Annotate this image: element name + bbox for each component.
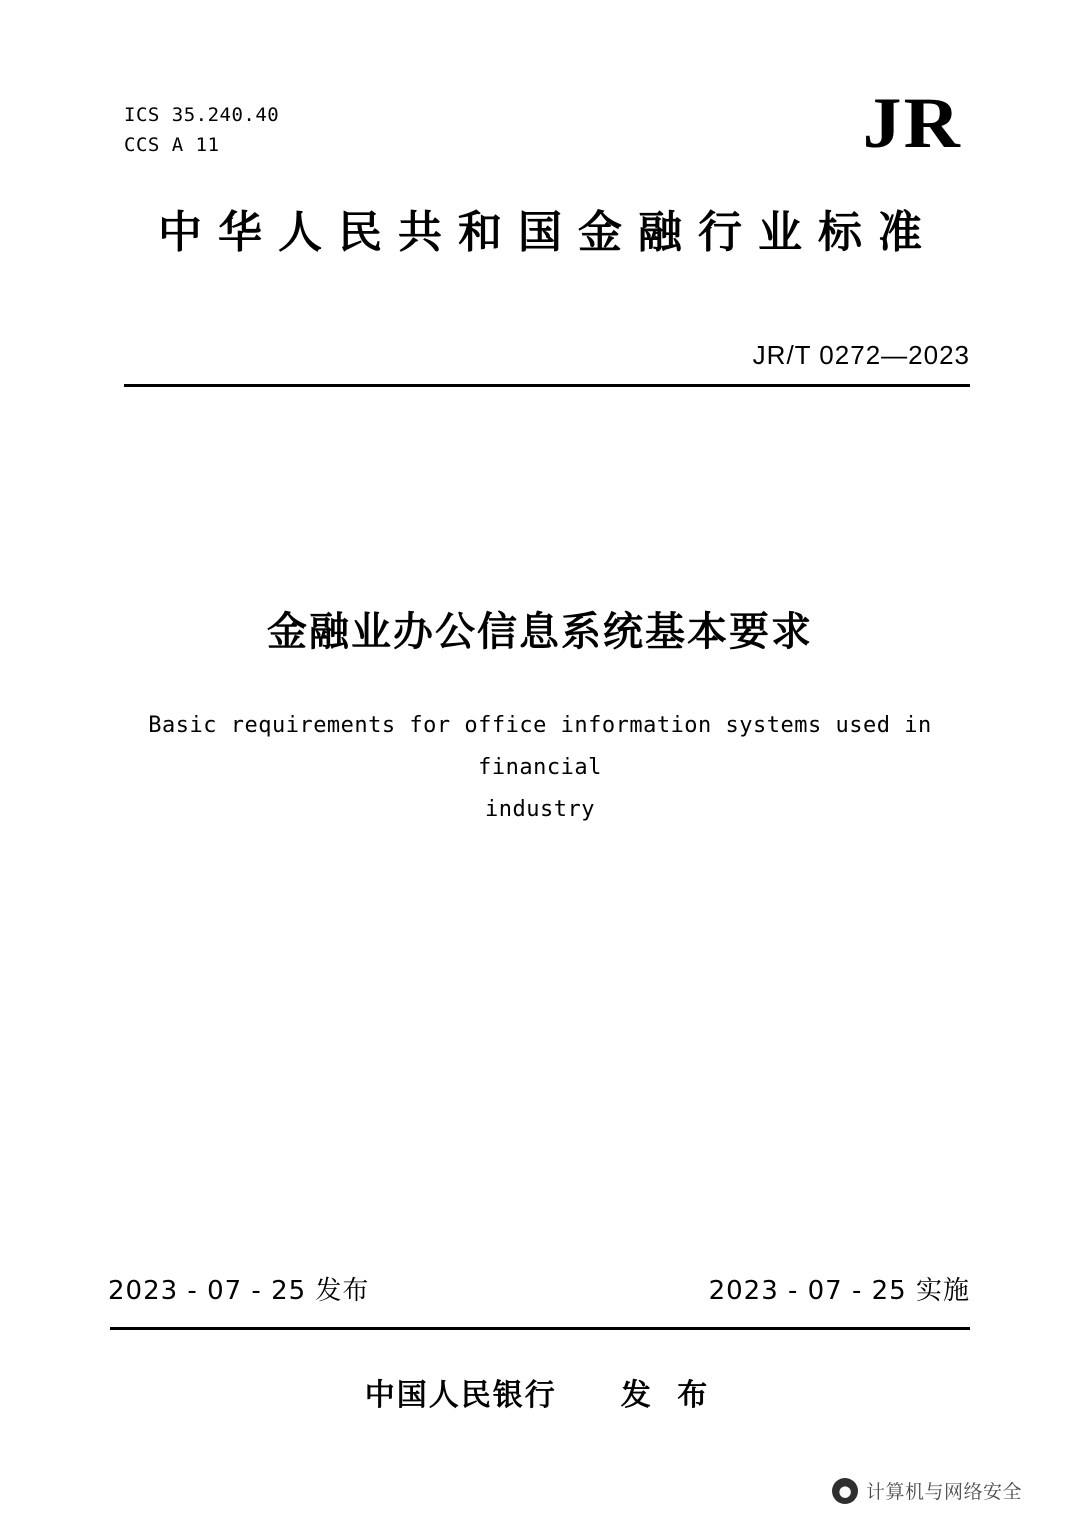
document-title-english-line1: Basic requirements for office information systems used in financial — [148, 713, 932, 780]
document-title-chinese: 金融业办公信息系统基本要求 — [267, 609, 813, 655]
watermark-label: 计算机与网络安全 — [865, 1481, 1022, 1503]
watermark — [832, 1477, 1022, 1504]
wechat-icon: ● — [832, 1478, 858, 1504]
publish-date: 2023 - 07 - 25 发布 — [108, 1276, 370, 1306]
jr-logo: JR — [862, 83, 962, 163]
footer-divider — [110, 1327, 970, 1330]
ics-code: ICS 35.240.40 — [124, 104, 280, 126]
document-title-english-line2: industry — [485, 797, 595, 822]
national-standard-title: 中华人民共和国金融行业标准 — [158, 207, 938, 258]
issuer-name: 中国人民银行 — [364, 1378, 557, 1413]
header-divider — [124, 384, 970, 387]
implement-date: 2023 - 07 - 25 实施 — [708, 1276, 970, 1306]
classification-codes — [124, 100, 279, 160]
document-title-english — [130, 705, 950, 831]
ccs-code: CCS A 11 — [124, 134, 220, 156]
issuer-row — [0, 1370, 1080, 1414]
standard-number: JR/T 0272—2023 — [752, 340, 970, 370]
issuer-verb: 发 布 — [620, 1378, 716, 1413]
